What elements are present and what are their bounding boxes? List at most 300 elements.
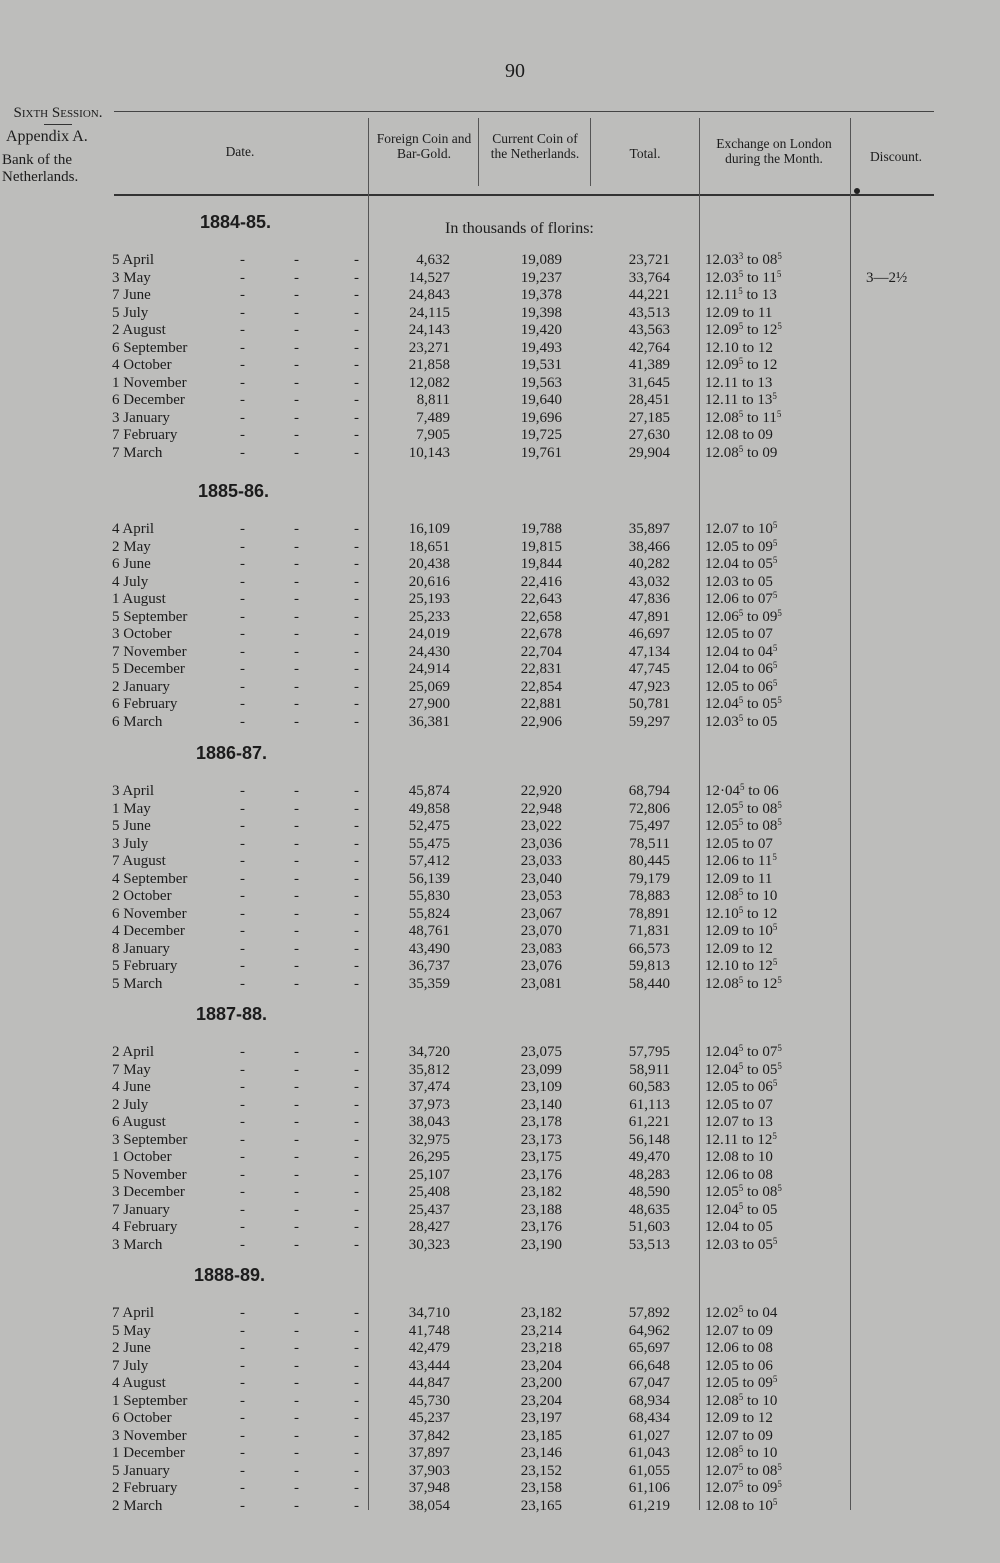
exchange-cell: 12.05 to 07 <box>705 1096 773 1113</box>
leader-dash: - <box>240 888 245 904</box>
date-cell: 2 February <box>112 1480 178 1496</box>
current-coin-cell: 23,165 <box>520 1497 562 1514</box>
date-cell: 6 December <box>112 392 185 408</box>
date-cell: 4 August <box>112 1375 166 1391</box>
foreign-coin-cell: 24,019 <box>408 626 450 642</box>
total-cell: 78,511 <box>629 835 670 852</box>
leader-dash: - <box>294 1357 299 1374</box>
leader-dash: - <box>294 818 299 834</box>
exchange-cell: 12.08$^5$ to 09 <box>705 443 778 461</box>
foreign-coin-cell: 44,847 <box>408 1375 450 1391</box>
current-coin-cell: 23,053 <box>520 888 562 904</box>
date-cell: 8 January <box>112 940 170 957</box>
foreign-coin-cell: 25,193 <box>408 591 450 607</box>
table-row <box>0 1358 1000 1376</box>
table-row <box>0 714 1000 732</box>
leader-dash: - <box>354 713 359 730</box>
exchange-cell: 12.11$^5$ to 13 <box>705 286 777 303</box>
exchange-cell: 12.06 to 08 <box>705 1340 773 1356</box>
table-row <box>0 270 1000 288</box>
table-row <box>0 853 1000 871</box>
total-cell: 59,813 <box>628 958 670 974</box>
current-coin-cell: 22,881 <box>520 696 562 712</box>
date-cell: 3 March <box>112 1236 163 1253</box>
foreign-coin-cell: 24,143 <box>408 322 450 338</box>
exchange-cell: 12.10 to $12^5$ <box>705 957 778 974</box>
date-cell: 6 October <box>112 1410 172 1426</box>
total-cell: 59,297 <box>628 713 670 730</box>
leader-dash: - <box>354 818 359 834</box>
total-cell: 49,470 <box>628 1149 670 1165</box>
foreign-coin-cell: 42,479 <box>408 1340 450 1356</box>
leader-dash: - <box>294 888 299 904</box>
leader-dash: - <box>294 252 299 268</box>
exchange-cell: 12.05 to $06^5$ <box>705 677 778 695</box>
leader-dash: - <box>240 1357 245 1374</box>
margin-rule <box>44 124 72 125</box>
current-coin-cell: 23,204 <box>520 1357 562 1374</box>
date-cell: 1 October <box>112 1149 172 1165</box>
leader-dash: - <box>354 1114 359 1130</box>
foreign-coin-cell: 25,107 <box>408 1166 450 1183</box>
leader-dash: - <box>294 374 299 391</box>
leader-dash: - <box>294 643 299 660</box>
leader-dash: - <box>354 1375 359 1391</box>
leader-dash: - <box>354 521 359 537</box>
exchange-cell: 12.05 to $09^5$ <box>705 537 778 555</box>
current-coin-cell: 19,696 <box>520 409 562 426</box>
exchange-cell: 12.04$^5$ to 05 <box>705 1200 778 1218</box>
leader-dash: - <box>294 608 299 625</box>
total-cell: 64,962 <box>628 1322 670 1339</box>
exchange-cell: 12.06 to $11^5$ <box>705 852 777 869</box>
total-cell: 61,221 <box>628 1114 670 1130</box>
leader-dash: - <box>294 1445 299 1461</box>
total-cell: 78,883 <box>628 888 670 904</box>
foreign-coin-cell: 37,842 <box>408 1427 450 1444</box>
table-row <box>0 1410 1000 1428</box>
current-coin-cell: 19,640 <box>520 392 562 408</box>
leader-dash: - <box>354 322 359 338</box>
table-row <box>0 1167 1000 1185</box>
table-row <box>0 1202 1000 1220</box>
current-coin-cell: 23,158 <box>520 1480 562 1496</box>
total-cell: 80,445 <box>628 853 670 869</box>
foreign-coin-cell: 43,444 <box>408 1357 450 1374</box>
foreign-coin-cell: 26,295 <box>408 1149 450 1165</box>
leader-dash: - <box>354 1497 359 1514</box>
date-cell: 2 March <box>112 1497 163 1514</box>
leader-dash: - <box>240 1061 245 1078</box>
current-coin-cell: 23,109 <box>520 1079 562 1095</box>
leader-dash: - <box>354 1357 359 1374</box>
total-cell: 47,836 <box>628 591 670 607</box>
leader-dash: - <box>294 409 299 426</box>
leader-dash: - <box>354 696 359 712</box>
leader-dash: - <box>240 818 245 834</box>
leader-dash: - <box>354 905 359 922</box>
leader-dash: - <box>294 1131 299 1148</box>
table-row <box>0 1132 1000 1150</box>
current-coin-cell: 23,214 <box>520 1322 562 1339</box>
leader-dash: - <box>240 1079 245 1095</box>
total-cell: 53,513 <box>628 1236 670 1253</box>
leader-dash: - <box>240 1322 245 1339</box>
leader-dash: - <box>294 1166 299 1183</box>
total-cell: 48,590 <box>628 1184 670 1200</box>
date-cell: 2 April <box>112 1044 155 1060</box>
leader-dash: - <box>240 678 245 695</box>
table-row <box>0 340 1000 358</box>
total-cell: 79,179 <box>628 870 670 887</box>
leader-dash: - <box>354 835 359 852</box>
leader-dash: - <box>354 392 359 408</box>
date-cell: 1 August <box>112 591 166 607</box>
leader-dash: - <box>354 1236 359 1253</box>
leader-dash: - <box>354 304 359 321</box>
table-row <box>0 661 1000 679</box>
leader-dash: - <box>354 1462 359 1479</box>
leader-dash: - <box>294 591 299 607</box>
table-row <box>0 1237 1000 1255</box>
exchange-cell: 12.11 to $12^5$ <box>705 1130 777 1148</box>
leader-dash: - <box>354 1340 359 1356</box>
leader-dash: - <box>354 1392 359 1409</box>
total-cell: 78,891 <box>628 905 670 922</box>
leader-dash: - <box>294 1497 299 1514</box>
leader-dash: - <box>294 905 299 922</box>
leader-dash: - <box>240 556 245 572</box>
leader-dash: - <box>240 853 245 869</box>
foreign-coin-cell: 56,139 <box>408 870 450 887</box>
leader-dash: - <box>240 591 245 607</box>
current-coin-cell: 23,033 <box>520 853 562 869</box>
foreign-coin-cell: 24,430 <box>408 643 450 660</box>
leader-dash: - <box>354 339 359 356</box>
current-coin-cell: 23,070 <box>520 923 562 939</box>
total-cell: 33,764 <box>628 269 670 286</box>
table-row <box>0 1323 1000 1341</box>
table-row <box>0 1184 1000 1202</box>
total-cell: 57,892 <box>628 1305 670 1321</box>
exchange-cell: 12.05 to 07 <box>705 626 773 642</box>
date-cell: 7 February <box>112 427 178 443</box>
exchange-cell: 12.05 to 07 <box>705 835 773 852</box>
date-cell: 1 September <box>112 1392 188 1409</box>
total-cell: 47,923 <box>628 678 670 695</box>
table-row <box>0 801 1000 819</box>
current-coin-cell: 23,152 <box>520 1462 562 1479</box>
leader-dash: - <box>240 374 245 391</box>
current-coin-cell: 23,190 <box>520 1236 562 1253</box>
table-row <box>0 609 1000 627</box>
foreign-coin-cell: 12,082 <box>408 374 450 391</box>
table-row <box>0 521 1000 539</box>
leader-dash: - <box>294 696 299 712</box>
leader-dash: - <box>294 322 299 338</box>
date-cell: 5 September <box>112 608 188 625</box>
exchange-cell: 12.03$^5$ to 05 <box>705 712 778 730</box>
leader-dash: - <box>294 1340 299 1356</box>
foreign-coin-cell: 36,737 <box>408 958 450 974</box>
leader-dash: - <box>354 1480 359 1496</box>
foreign-coin-cell: 55,830 <box>408 888 450 904</box>
leader-dash: - <box>240 392 245 408</box>
total-cell: 65,697 <box>628 1340 670 1356</box>
exchange-cell: 12.02$^5$ to 04 <box>705 1304 778 1321</box>
table-row <box>0 1428 1000 1446</box>
exchange-cell: 12.09 to 11 <box>705 870 773 887</box>
current-coin-cell: 23,182 <box>520 1305 562 1321</box>
foreign-coin-cell: 20,438 <box>408 556 450 572</box>
date-cell: 3 January <box>112 409 170 426</box>
table-row <box>0 1149 1000 1167</box>
leader-dash: - <box>240 269 245 286</box>
leader-dash: - <box>294 626 299 642</box>
exchange-cell: 12.03 to 05 <box>705 573 773 590</box>
foreign-coin-cell: 21,858 <box>408 357 450 373</box>
foreign-coin-cell: 24,115 <box>409 304 450 321</box>
margin-notes <box>2 104 114 186</box>
date-cell: 2 January <box>112 678 170 695</box>
current-coin-cell: 23,099 <box>520 1061 562 1078</box>
foreign-coin-cell: 57,412 <box>408 853 450 869</box>
margin-session: Sixth Session. <box>13 105 103 121</box>
total-cell: 56,148 <box>628 1131 670 1148</box>
leader-dash: - <box>294 304 299 321</box>
leader-dash: - <box>354 923 359 939</box>
foreign-coin-cell: 55,475 <box>408 835 450 852</box>
leader-dash: - <box>240 1131 245 1148</box>
leader-dash: - <box>354 287 359 303</box>
total-cell: 72,806 <box>628 800 670 817</box>
exchange-cell: 12.05 to 06 <box>705 1357 773 1374</box>
foreign-coin-cell: 30,323 <box>408 1236 450 1253</box>
date-cell: 2 July <box>112 1096 149 1113</box>
leader-dash: - <box>240 626 245 642</box>
header-total: Total. <box>629 146 661 161</box>
leader-dash: - <box>240 339 245 356</box>
foreign-coin-cell: 10,143 <box>408 444 450 461</box>
section-year: 1888-89. <box>194 1265 266 1285</box>
exchange-cell: 12.07$^5$ to $09^5$ <box>705 1479 782 1496</box>
table-row <box>0 556 1000 574</box>
leader-dash: - <box>294 357 299 373</box>
leader-dash: - <box>354 1219 359 1235</box>
total-cell: 46,697 <box>628 626 670 642</box>
exchange-cell: 12.07$^5$ to $08^5$ <box>705 1461 782 1479</box>
leader-dash: - <box>294 678 299 695</box>
leader-dash: - <box>354 975 359 992</box>
foreign-coin-cell: 45,730 <box>408 1392 450 1409</box>
date-cell: 2 May <box>112 538 151 555</box>
table-row <box>0 1340 1000 1358</box>
leader-dash: - <box>240 870 245 887</box>
leader-dash: - <box>294 538 299 555</box>
leader-dash: - <box>294 1201 299 1218</box>
table-row <box>0 1445 1000 1463</box>
table-row <box>0 305 1000 323</box>
current-coin-cell: 19,420 <box>520 322 562 338</box>
total-cell: 71,831 <box>628 923 670 939</box>
table-row <box>0 357 1000 375</box>
header-discount: Discount. <box>869 149 923 164</box>
total-cell: 57,795 <box>628 1044 670 1060</box>
total-cell: 61,113 <box>629 1096 670 1113</box>
current-coin-cell: 19,725 <box>520 427 562 443</box>
leader-dash: - <box>240 696 245 712</box>
exchange-cell: 12.08$^5$ to $11^5$ <box>705 408 782 426</box>
total-cell: 47,891 <box>628 608 670 625</box>
leader-dash: - <box>294 1410 299 1426</box>
exchange-cell: 12.04 to $06^5$ <box>705 660 778 677</box>
total-cell: 61,219 <box>628 1497 670 1514</box>
table-row <box>0 1463 1000 1481</box>
table-row <box>0 906 1000 924</box>
date-cell: 2 October <box>112 888 172 904</box>
section-year: 1886-87. <box>196 743 268 763</box>
table-row <box>0 574 1000 592</box>
date-cell: 4 July <box>112 573 149 590</box>
leader-dash: - <box>240 1427 245 1444</box>
leader-dash: - <box>354 888 359 904</box>
leader-dash: - <box>240 322 245 338</box>
table-row <box>0 410 1000 428</box>
leader-dash: - <box>294 1392 299 1409</box>
leader-dash: - <box>240 1114 245 1130</box>
foreign-coin-cell: 24,843 <box>408 287 450 303</box>
total-cell: 47,745 <box>628 661 670 677</box>
table-row <box>0 818 1000 836</box>
total-cell: 66,648 <box>628 1357 670 1374</box>
header-current: Current Coin of the Netherlands. <box>490 131 580 161</box>
exchange-cell: $12\cdot 04^5$ to 06 <box>705 782 779 799</box>
leader-dash: - <box>294 1219 299 1235</box>
foreign-coin-cell: 36,381 <box>408 713 450 730</box>
total-cell: 50,781 <box>628 696 670 712</box>
leader-dash: - <box>294 1236 299 1253</box>
total-cell: 41,389 <box>628 357 670 373</box>
leader-dash: - <box>354 626 359 642</box>
table-row <box>0 976 1000 994</box>
current-coin-cell: 22,678 <box>520 626 562 642</box>
foreign-coin-cell: 55,824 <box>408 905 450 922</box>
leader-dash: - <box>294 427 299 443</box>
exchange-cell: 12.03$^3$ to $08^5$ <box>705 251 782 268</box>
exchange-cell: 12.04 to $04^5$ <box>705 642 778 660</box>
leader-dash: - <box>240 940 245 957</box>
leader-dash: - <box>354 556 359 572</box>
leader-dash: - <box>240 1392 245 1409</box>
current-coin-cell: 23,185 <box>520 1427 562 1444</box>
current-coin-cell: 23,204 <box>520 1392 562 1409</box>
exchange-cell: 12.09 to 12 <box>705 940 773 957</box>
current-coin-cell: 19,378 <box>520 287 562 303</box>
foreign-coin-cell: 7,905 <box>416 427 450 443</box>
leader-dash: - <box>294 339 299 356</box>
header-date: Date. <box>225 144 255 159</box>
current-coin-cell: 19,398 <box>520 304 562 321</box>
date-cell: 4 June <box>112 1079 151 1095</box>
page-number: 90 <box>505 60 525 82</box>
exchange-cell: 12.11 to $13^5$ <box>705 391 777 408</box>
leader-dash: - <box>354 870 359 887</box>
total-cell: 61,106 <box>628 1480 670 1496</box>
foreign-coin-cell: 37,897 <box>408 1445 450 1461</box>
leader-dash: - <box>240 1219 245 1235</box>
total-cell: 61,043 <box>628 1445 670 1461</box>
total-cell: 27,185 <box>628 409 670 426</box>
current-coin-cell: 19,761 <box>520 444 562 461</box>
date-cell: 3 September <box>112 1131 188 1148</box>
leader-dash: - <box>354 591 359 607</box>
exchange-cell: 12.04$^5$ to $07^5$ <box>705 1043 782 1060</box>
date-cell: 7 November <box>112 643 187 660</box>
date-cell: 6 August <box>112 1114 166 1130</box>
leader-dash: - <box>240 1340 245 1356</box>
table-row <box>0 923 1000 941</box>
leader-dash: - <box>240 573 245 590</box>
date-cell: 5 July <box>112 304 149 321</box>
total-cell: 48,283 <box>628 1166 670 1183</box>
exchange-cell: 12.04 to 05 <box>705 1219 773 1235</box>
leader-dash: - <box>294 853 299 869</box>
leader-dash: - <box>240 304 245 321</box>
current-coin-cell: 22,906 <box>520 713 562 730</box>
leader-dash: - <box>240 1096 245 1113</box>
exchange-cell: 12.08$^5$ to 10 <box>705 887 778 904</box>
leader-dash: - <box>294 1114 299 1130</box>
total-cell: 61,055 <box>628 1462 670 1479</box>
col-rule-3 <box>590 118 591 186</box>
leader-dash: - <box>354 1201 359 1218</box>
foreign-coin-cell: 45,874 <box>408 783 450 799</box>
leader-dash: - <box>294 269 299 286</box>
leader-dash: - <box>240 1410 245 1426</box>
table-row <box>0 783 1000 801</box>
foreign-coin-cell: 45,237 <box>408 1410 450 1426</box>
table-row <box>0 392 1000 410</box>
exchange-cell: 12.08 to 10 <box>705 1149 773 1165</box>
total-cell: 60,583 <box>628 1079 670 1095</box>
discount-value: 3—2½ <box>866 270 908 286</box>
exchange-cell: 12.09 to $10^5$ <box>705 922 778 939</box>
leader-dash: - <box>294 1061 299 1078</box>
leader-dash: - <box>240 1149 245 1165</box>
total-cell: 27,630 <box>628 427 670 443</box>
exchange-cell: 12.07 to 13 <box>705 1114 773 1130</box>
table-row <box>0 539 1000 557</box>
table-row <box>0 1219 1000 1237</box>
section-year: 1884-85. <box>200 212 272 232</box>
leader-dash: - <box>294 800 299 817</box>
exchange-cell: 12.03$^5$ to $11^5$ <box>705 268 782 286</box>
table-row <box>0 888 1000 906</box>
foreign-coin-cell: 43,490 <box>408 940 450 957</box>
foreign-coin-cell: 37,903 <box>408 1462 450 1479</box>
leader-dash: - <box>240 1236 245 1253</box>
leader-dash: - <box>240 1184 245 1200</box>
table-row <box>0 941 1000 959</box>
foreign-coin-cell: 7,489 <box>416 409 450 426</box>
header-bottom-rule <box>114 194 934 196</box>
leader-dash: - <box>240 1201 245 1218</box>
leader-dash: - <box>294 1096 299 1113</box>
leader-dash: - <box>294 1079 299 1095</box>
foreign-coin-cell: 32,975 <box>408 1131 450 1148</box>
foreign-coin-cell: 49,858 <box>408 800 450 817</box>
current-coin-cell: 22,854 <box>520 678 562 695</box>
